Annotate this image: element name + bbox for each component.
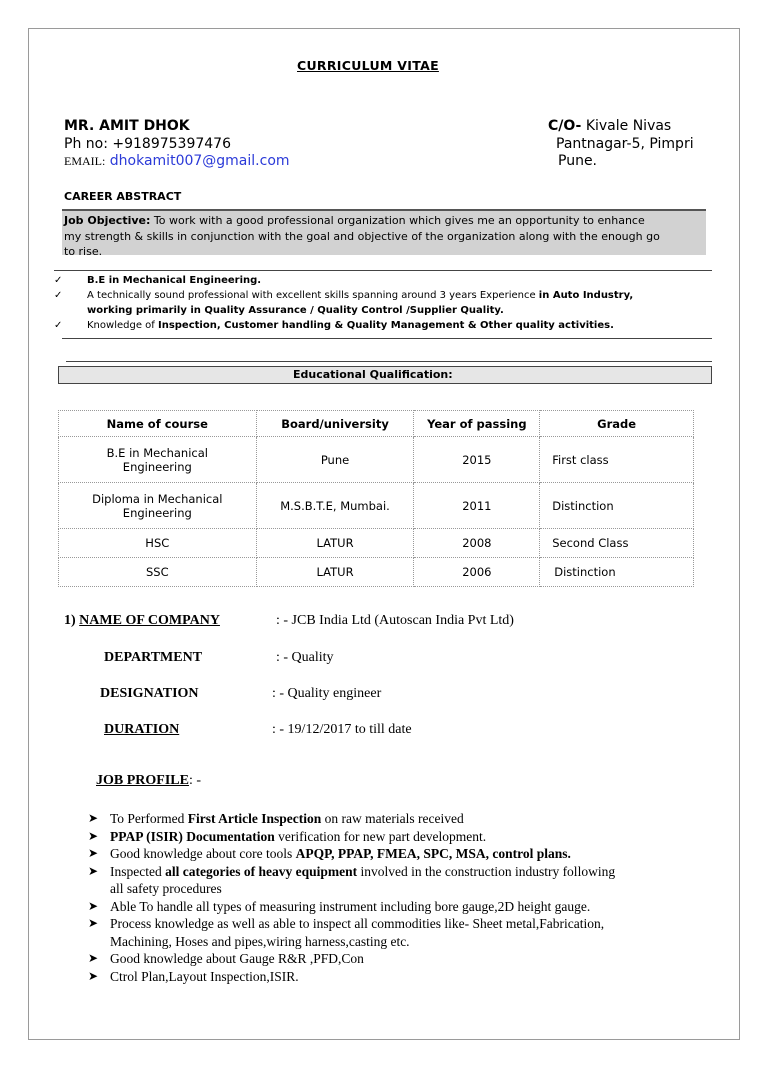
list-item: ➤ Ctrol Plan,Layout Inspection,ISIR. [88, 968, 299, 984]
education-heading-bar [58, 366, 712, 384]
board-cell: Pune [256, 437, 414, 483]
arrow-bullet-icon: ➤ [88, 811, 99, 825]
candidate-name: MR. AMIT DHOK [64, 118, 190, 134]
grade-cell: First class [540, 437, 694, 483]
email-line [64, 153, 290, 169]
designation-label: DESIGNATION [100, 686, 199, 701]
highlights-box: ✓ B.E in Mechanical Engineering. ✓ A technically sound professional with excellent skills spanning around 3 years Experience in Auto Industry, working primarily in Quality Assurance / Quality Control /Supplier Quality. ✓ Knowledge of Inspection, Customer handling & Quality Management & Other quality activities. [54, 270, 712, 338]
table-row [59, 558, 694, 587]
duration-label: DURATION [104, 722, 180, 737]
board-cell: LATUR [256, 558, 414, 587]
year-cell: 2015 [414, 437, 540, 483]
list-item: ➤ Good knowledge about Gauge R&R ,PFD,Con [88, 951, 364, 966]
company-name-label: 1) NAME OF COMPANY [64, 613, 220, 628]
check-icon: ✓ [54, 320, 63, 331]
check-icon: ✓ [54, 290, 63, 301]
arrow-bullet-icon: ➤ [88, 846, 99, 860]
address-prefix: C/O- [548, 118, 582, 134]
list-item: ➤ To Performed First Article Inspection on raw materials received [88, 811, 464, 826]
arrow-bullet-icon: ➤ [88, 951, 99, 965]
department-label: DEPARTMENT [104, 650, 203, 665]
board-cell: M.S.B.T.E, Mumbai. [256, 483, 414, 529]
address-line-3: Pune. [558, 153, 598, 169]
list-item: ➤ Inspected all categories of heavy equipment involved in the construction industry following all safety procedures [88, 863, 616, 896]
job-profile-heading: JOB PROFILE: - [96, 773, 202, 788]
arrow-bullet-icon: ➤ [88, 898, 99, 913]
address-line-2: Pantnagar-5, Pimpri [556, 136, 694, 152]
table-row [59, 483, 694, 529]
check-icon: ✓ [54, 275, 63, 286]
job-objective-box [62, 209, 706, 258]
column-header: Board/university [256, 411, 414, 437]
table-row [59, 437, 694, 483]
education-heading: Educational Qualification: [293, 368, 453, 381]
list-item: ➤ Good knowledge about core tools APQP, PPAP, FMEA, SPC, MSA, control plans. [88, 846, 571, 861]
year-cell: 2008 [414, 529, 540, 558]
objective-text: To work with a good professional organization which gives me an opportunity to enhance [153, 214, 645, 227]
company-name-value: : - JCB India Ltd (Autoscan India Pvt Ltd) [276, 613, 514, 628]
course-cell: B.E in Mechanical Engineering [59, 437, 257, 483]
year-cell: 2006 [414, 558, 540, 587]
grade-cell: Distinction [540, 558, 694, 587]
email-label: EMAIL: [64, 154, 106, 168]
email-link[interactable]: dhokamit007@gmail.com [109, 153, 290, 169]
arrow-bullet-icon: ➤ [88, 968, 99, 983]
course-cell: Diploma in Mechanical Engineering [59, 483, 257, 529]
objective-label: Job Objective: [64, 214, 151, 227]
table-header-row [59, 411, 694, 437]
course-cell: HSC [59, 529, 257, 558]
designation-value: : - Quality engineer [272, 686, 382, 701]
arrow-bullet-icon: ➤ [88, 916, 99, 930]
address-house: Kivale Nivas [585, 118, 672, 134]
objective-line-3: to rise. [64, 245, 103, 258]
list-item: ➤ Process knowledge as well as able to inspect all commodities like- Sheet metal,Fabrication, Machining, Hoses and pipes,wiring harness,casting etc. [88, 916, 605, 949]
grade-cell: Distinction [540, 483, 694, 529]
year-cell: 2011 [414, 483, 540, 529]
column-header: Name of course [59, 411, 257, 437]
grade-cell: Second Class [540, 529, 694, 558]
table-row [59, 529, 694, 558]
document-title: CURRICULUM VITAE [297, 58, 439, 73]
course-cell: SSC [59, 558, 257, 587]
education-table [58, 410, 694, 587]
department-value: : - Quality [276, 650, 334, 665]
list-item: ➤ PPAP (ISIR) Documentation verification for new part development. [88, 828, 487, 844]
duration-value: : - 19/12/2017 to till date [272, 722, 412, 737]
career-abstract-heading: CAREER ABSTRACT [64, 190, 182, 203]
column-header: Grade [540, 411, 694, 437]
job-profile-list [88, 810, 708, 985]
board-cell: LATUR [256, 529, 414, 558]
column-header: Year of passing [414, 411, 540, 437]
list-item: ➤ Able To handle all types of measuring instrument including bore gauge,2D height gauge. [88, 898, 591, 914]
arrow-bullet-icon: ➤ [88, 863, 99, 878]
divider [62, 338, 712, 339]
phone-number: Ph no: +918975397476 [64, 136, 231, 152]
arrow-bullet-icon: ➤ [88, 828, 99, 843]
objective-line-2: my strength & skills in conjunction with the goal and objective of the organization along with the enough go [64, 229, 660, 243]
address-line-1 [548, 118, 671, 134]
divider [66, 361, 712, 362]
